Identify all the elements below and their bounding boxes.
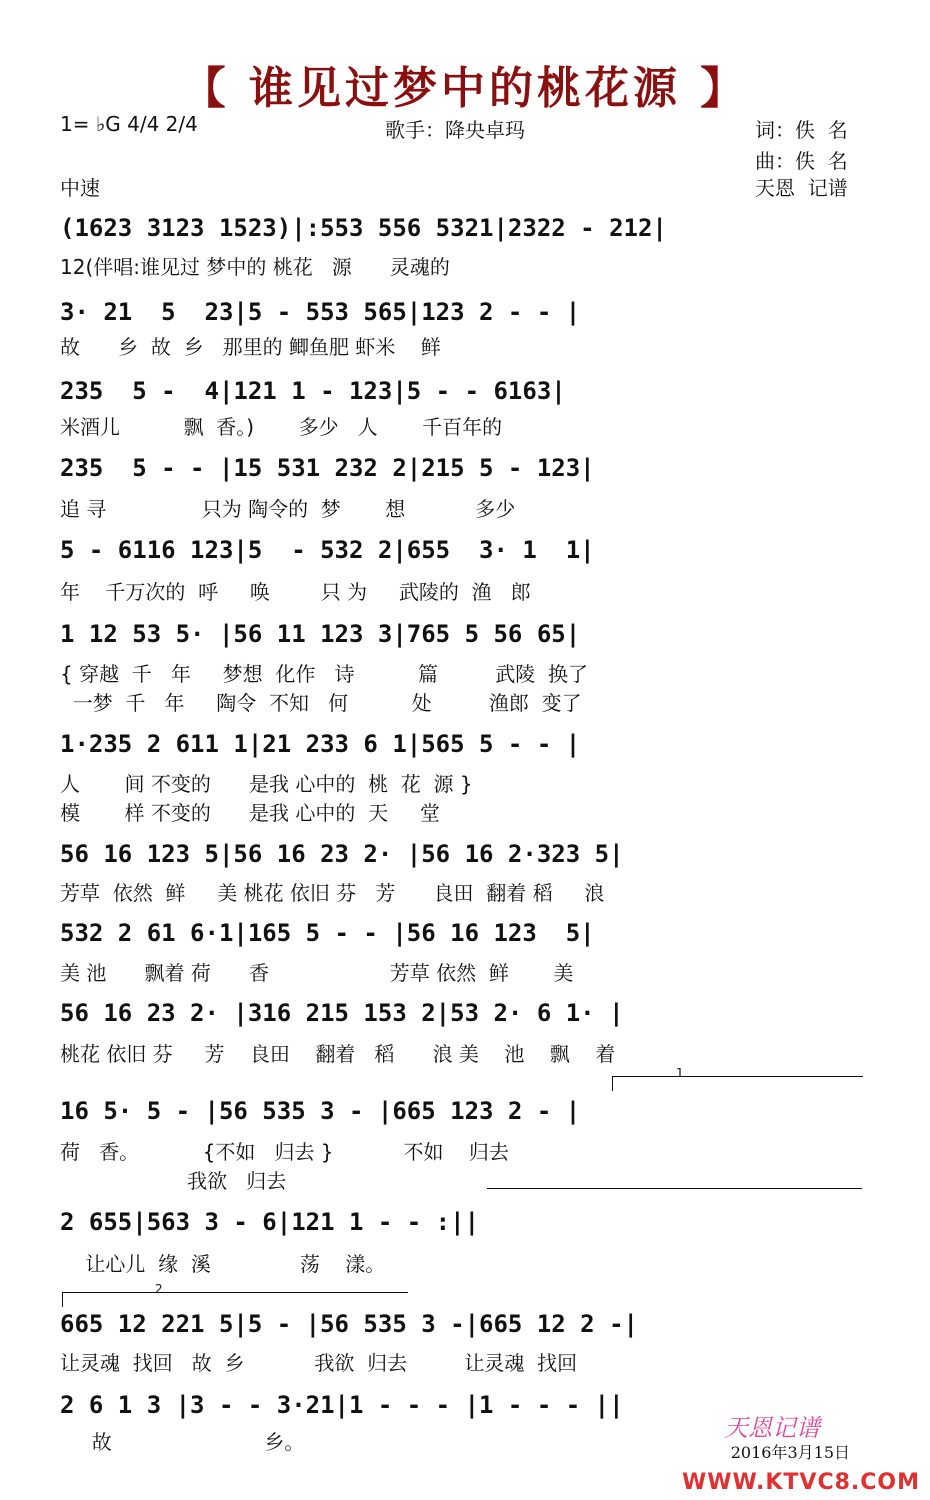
score-notes-row: 56 16 23 2· |316 215 153 2|53 2· 6 1· | <box>60 999 624 1027</box>
volta-bracket-1 <box>612 1076 863 1091</box>
lyricist: 词：佚 名 <box>755 118 848 142</box>
singer: 歌手：降央卓玛 <box>385 118 525 142</box>
date-stamp: 2016年3月15日 <box>730 1443 850 1462</box>
lyrics-row: 美 池 飘着 荷 香 芳草 依然 鲜 美 <box>60 961 574 985</box>
lyrics-row: 人 间 不变的 是我 心中的 桃 花 源 } <box>60 772 473 796</box>
lyrics-row-alt: 模 样 不变的 是我 心中的 天 堂 <box>60 801 440 825</box>
score-notes-row: 56 16 123 5|56 16 23 2· |56 16 2·323 5| <box>60 840 624 868</box>
key-signature: 1= ♭G 4/4 2/4 <box>60 112 198 136</box>
score-notes-row: 235 5 - 4|121 1 - 123|5 - - 6163| <box>60 377 566 405</box>
lyrics-row: 芳草 依然 鲜 美 桃花 依旧 芬 芳 良田 翻着 稻 浪 <box>60 881 605 905</box>
song-title: 【 谁见过梦中的桃花源 】 <box>181 63 749 114</box>
score-notes-row: 1 12 53 5· |56 11 123 3|765 5 56 65| <box>60 620 581 648</box>
lyrics-row: 故 乡 故 乡 那里的 鲫鱼肥 虾米 鲜 <box>60 335 441 359</box>
lyrics-row: 让灵魂 找回 故 乡 我欲 归去 让灵魂 找回 <box>60 1351 578 1375</box>
lyrics-row: 荷 香。 {不如 归去 } 不如 归去 <box>60 1140 509 1164</box>
volta-bracket-2 <box>62 1292 408 1307</box>
transcriber: 天恩 记谱 <box>755 176 848 200</box>
score-notes-row: 3· 21 5 23|5 - 553 565|123 2 - - | <box>60 298 581 326</box>
score-notes-row: 235 5 - - |15 531 232 2|215 5 - 123| <box>60 454 595 482</box>
lyrics-row: 追 寻 只为 陶令的 梦 想 多少 <box>60 497 516 521</box>
watermark-text: 天恩记谱 <box>724 1414 820 1442</box>
lyrics-row: 年 千万次的 呼 唤 只 为 武陵的 渔 郎 <box>60 580 531 604</box>
site-logo: WWW.KTVC8.COM <box>682 1470 920 1495</box>
lyrics-row-alt: 我欲 归去 <box>60 1169 287 1193</box>
lyrics-row: 12(伴唱:谁见过 梦中的 桃花 源 灵魂的 <box>60 255 450 279</box>
score-notes-row: (1623 3123 1523)|:553 556 5321|2322 - 212| <box>60 214 667 242</box>
lyrics-row: 米酒儿 飘 香。) 多少 人 千百年的 <box>60 415 503 439</box>
score-notes-row: 2 6 1 3 |3 - - 3·21|1 - - - |1 - - - || <box>60 1391 624 1419</box>
score-notes-row: 16 5· 5 - |56 535 3 - |665 123 2 - | <box>60 1097 581 1125</box>
score-notes-row: 2 655|563 3 - 6|121 1 - - :|| <box>60 1208 480 1236</box>
score-notes-row: 665 12 221 5|5 - |56 535 3 -|665 12 2 -| <box>60 1310 638 1338</box>
lyrics-row: 让心儿 缘 溪 荡 漾。 <box>60 1252 386 1276</box>
volta-number-2: 2 <box>155 1282 163 1296</box>
lyrics-row: { 穿越 千 年 梦想 化作 诗 篇 武陵 换了 <box>60 662 588 686</box>
lyrics-row-alt: 一梦 千 年 陶令 不知 何 处 渔郎 变了 <box>60 691 582 715</box>
volta-number-1: 1 <box>676 1066 684 1080</box>
composer: 曲：佚 名 <box>755 149 848 173</box>
lyrics-row: 桃花 依旧 芬 芳 良田 翻着 稻 浪 美 池 飘 着 <box>60 1042 616 1066</box>
volta-bracket-1-cont <box>487 1188 862 1193</box>
score-notes-row: 5 - 6116 123|5 - 532 2|655 3· 1 1| <box>60 536 595 564</box>
tempo: 中速 <box>60 176 100 200</box>
lyrics-row: 故 乡。 <box>60 1430 305 1454</box>
score-notes-row: 532 2 61 6·1|165 5 - - |56 16 123 5| <box>60 919 595 947</box>
score-notes-row: 1·235 2 611 1|21 233 6 1|565 5 - - | <box>60 730 581 758</box>
